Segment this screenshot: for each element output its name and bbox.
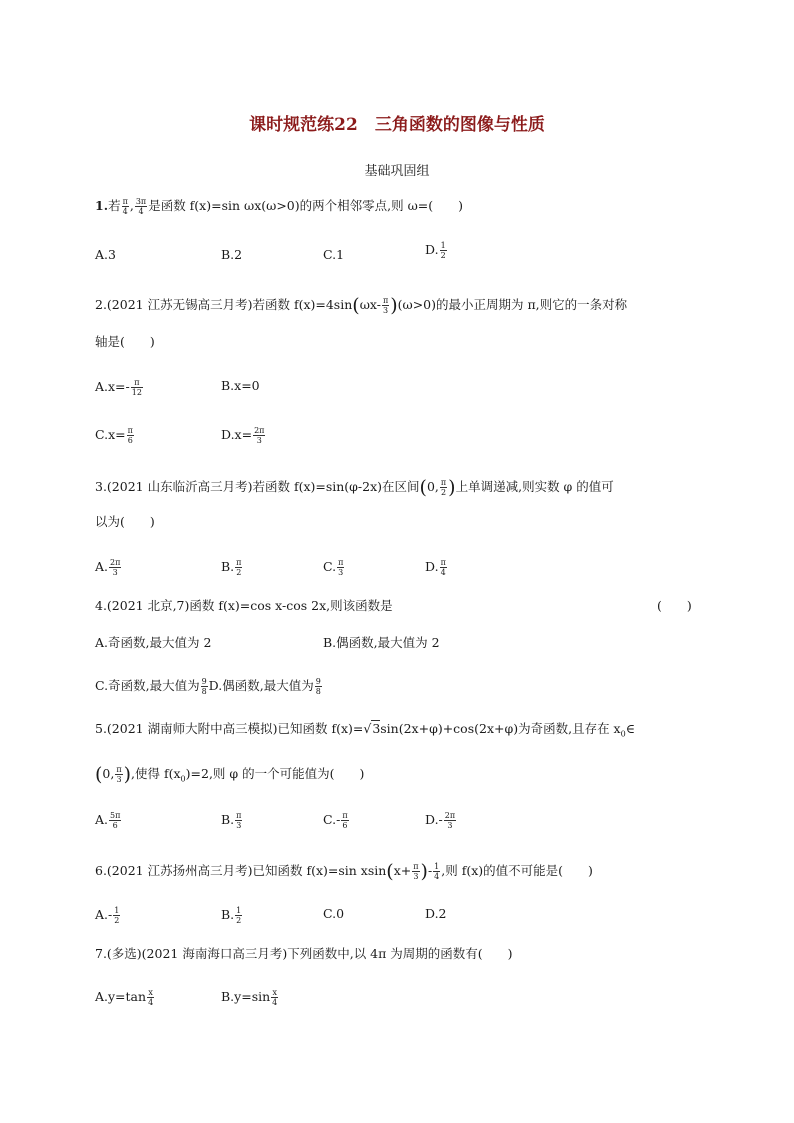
option-a[interactable]: A. $\frac{5\pi}{6}$	[95, 811, 121, 830]
question-5: 5.(2021 湖南师大附中高三模拟)已知函数 f(x)=√3sin(2x+φ)+cos(2x+φ)为奇函数,且存在 $x_0\in$	[95, 721, 635, 739]
option-b[interactable]: B. $\frac{1}{2}$	[221, 906, 242, 925]
option-b[interactable]: B.2	[221, 247, 243, 262]
option-d[interactable]: D.2	[425, 906, 447, 921]
section-subtitle: 基础巩固组	[364, 164, 430, 179]
question-5-cont: (0, $\frac{\pi}{3}$ ),使得 $f(x_0)=2$,则 φ 的一个可能值为( )	[95, 763, 365, 786]
option-d[interactable]: D. $\frac{1}{2}$	[425, 241, 446, 260]
question-2: 2.(2021 江苏无锡高三月考)若函数 f(x)=4sin(ωx- $\frac{\pi}{3}$ )(ω>0)的最小正周期为 π,则它的一条对称	[95, 294, 628, 317]
fraction: $\frac{3\pi}{4}$	[135, 197, 147, 216]
option-d[interactable]: D.x= $\frac{2\pi}{3}$	[221, 426, 265, 445]
answer-paren: ( )	[657, 598, 692, 613]
option-d[interactable]: D. $\frac{\pi}{4}$	[425, 558, 446, 577]
option-b[interactable]: B.y=sin $\frac{x}{4}$	[221, 988, 278, 1007]
option-c[interactable]: C.x= $\frac{\pi}{6}$	[95, 426, 133, 445]
option-a[interactable]: A.奇函数,最大值为 2	[95, 635, 212, 650]
question-7: 7.(多选)(2021 海南海口高三月考)下列函数中,以 4π 为周期的函数有( )	[95, 946, 513, 961]
page-title: 课时规范练22 三角函数的图像与性质	[249, 115, 545, 135]
option-a[interactable]: A. $\frac{2\pi}{3}$	[95, 558, 121, 577]
question-3: 3.(2021 山东临沂高三月考)若函数 f(x)=sin(φ-2x)在区间(0, $\frac{\pi}{2}$ )上单调递减,则实数 φ 的值可	[95, 476, 614, 499]
option-a[interactable]: A.x=- $\frac{\pi}{12}$	[95, 378, 142, 397]
option-b[interactable]: B.偶函数,最大值为 2	[323, 635, 440, 650]
question-6: 6.(2021 江苏扬州高三月考)已知函数 f(x)=sin xsin(x+ $\frac{\pi}{3}$ )- $\frac{1}{4}$ ,则 f(x)的值不可能是( )	[95, 860, 593, 883]
option-c[interactable]: C.- $\frac{\pi}{6}$	[323, 811, 348, 830]
option-c[interactable]: C.0	[323, 906, 345, 921]
option-b[interactable]: B. $\frac{\pi}{3}$	[221, 811, 242, 830]
option-a[interactable]: A.y=tan $\frac{x}{4}$	[95, 988, 154, 1007]
option-b[interactable]: B. $\frac{\pi}{2}$	[221, 558, 242, 577]
option-a[interactable]: A.3	[95, 247, 116, 262]
option-a[interactable]: A.- $\frac{1}{2}$	[95, 906, 120, 925]
option-c-d[interactable]: C.奇函数,最大值为 $\frac{9}{8}$ D.偶函数,最大值为 $\frac{9}{8}$	[95, 677, 321, 696]
option-b[interactable]: B.x=0	[221, 378, 260, 393]
fraction: $\frac{\pi}{4}$	[122, 197, 128, 216]
option-c[interactable]: C. $\frac{\pi}{3}$	[323, 558, 344, 577]
question-2-cont: 轴是( )	[95, 334, 155, 349]
option-c[interactable]: C.1	[323, 247, 345, 262]
option-d[interactable]: D.- $\frac{2\pi}{3}$	[425, 811, 456, 830]
question-4: 4.(2021 北京,7)函数 f(x)=cos x-cos 2x,则该函数是	[95, 598, 393, 613]
question-3-cont: 以为( )	[95, 514, 155, 529]
question-1: 1.若 $\frac{\pi}{4}$ , $\frac{3\pi}{4}$ 是函数 f(x)=sin ωx(ω>0)的两个相邻零点,则 ω=( )	[95, 197, 463, 216]
